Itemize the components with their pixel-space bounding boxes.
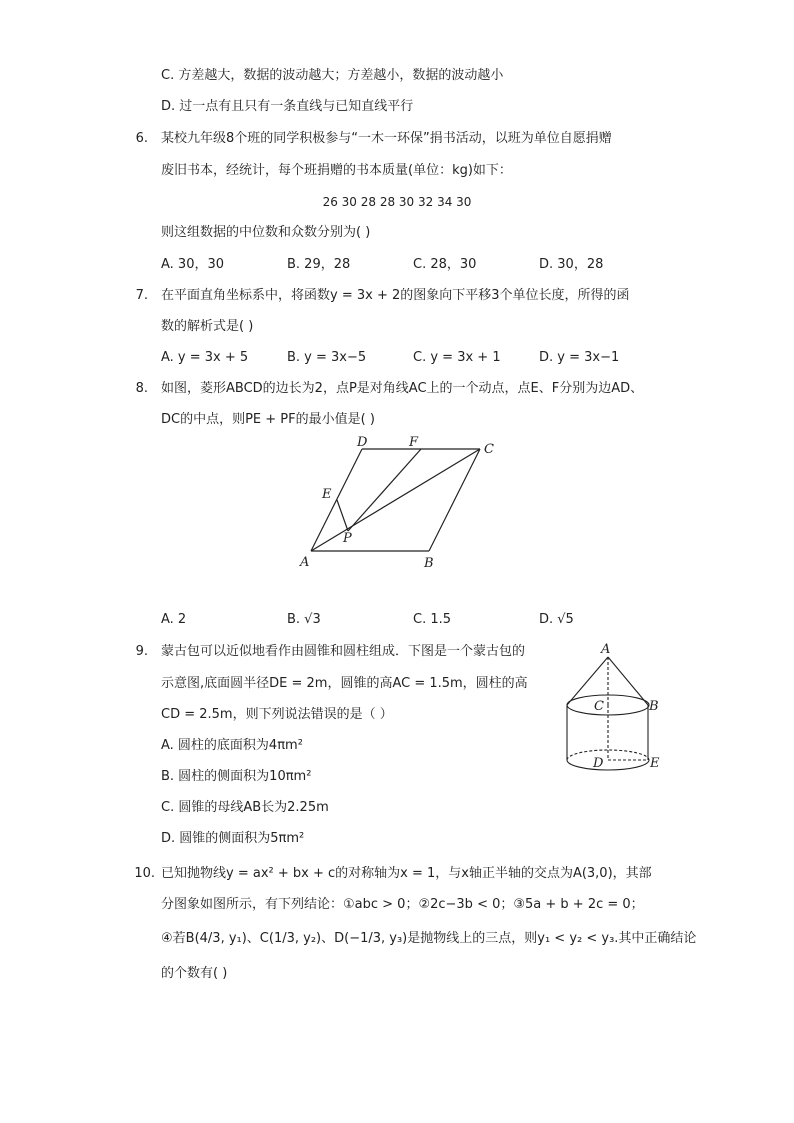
label-f: F	[409, 435, 419, 450]
q9-option-c: C. 圆锥的母线AB长为2.25m	[161, 800, 329, 815]
q9-text-line3: CD = 2.5m，则下列说法错误的是（ ）	[161, 707, 393, 722]
q6-data: 26 30 28 28 30 32 34 30	[322, 195, 472, 209]
q8-option-a: A. 2	[161, 612, 187, 627]
q10-text-line1: 已知抛物线y = ax² + bx + c的对称轴为x = 1，与x轴正半轴的交点为A(3,0)，其部	[161, 866, 652, 881]
yurt-figure	[555, 638, 675, 778]
q5-option-d: D. 过一点有且只有一条直线与已知直线平行	[161, 99, 414, 114]
q8-number: 8.	[135, 381, 148, 396]
q6-option-b: B. 29，28	[287, 257, 351, 272]
q8-option-c: C. 1.5	[413, 612, 452, 627]
segment-pe	[337, 500, 348, 531]
q8-option-d: D. √5	[539, 612, 574, 627]
label-d: D	[357, 435, 368, 450]
q7-option-a: A. y = 3x + 5	[161, 350, 249, 365]
cone-right-edge	[608, 657, 648, 705]
label-b: B	[649, 699, 659, 714]
label-a: A	[601, 642, 611, 657]
q9-text-line2: 示意图,底面圆半径DE = 2m，圆锥的高AC = 1.5m，圆柱的高	[161, 676, 528, 691]
q8-text-line1: 如图，菱形ABCD的边长为2，点P是对角线AC上的一个动点，点E、F分别为边AD、	[161, 381, 644, 396]
q10-text-line4: 的个数有( )	[161, 966, 228, 981]
cone-left-edge	[567, 657, 608, 705]
q7-option-c: C. y = 3x + 1	[413, 350, 501, 365]
q6-number: 6.	[135, 131, 148, 146]
q9-number: 9.	[135, 644, 148, 659]
q6-text-line2: 废旧书本，经统计，每个班捐赠的书本质量(单位：kg)如下：	[161, 163, 512, 178]
q10-number: 10.	[134, 866, 155, 881]
q7-number: 7.	[135, 288, 148, 303]
q6-option-c: C. 28，30	[413, 257, 477, 272]
q10-text-line3: ④若B(4/3, y₁)、C(1/3, y₂)、D(−1/3, y₃)是抛物线上的三点，则y₁ < y₂ < y₃.其中正确结论	[161, 931, 697, 946]
q9-option-b: B. 圆柱的侧面积为10πm²	[161, 769, 312, 784]
q6-option-a: A. 30，30	[161, 257, 225, 272]
q5-option-c: C. 方差越大，数据的波动越大；方差越小，数据的波动越小	[161, 68, 504, 83]
q9-text-line1: 蒙古包可以近似地看作由圆锥和圆柱组成．下图是一个蒙古包的	[161, 644, 526, 659]
label-e: E	[322, 487, 332, 502]
q6-text-line3: 则这组数据的中位数和众数分别为( )	[161, 225, 371, 240]
q7-text-line1: 在平面直角坐标系中，将函数y = 3x + 2的图象向下平移3个单位长度，所得的函	[161, 288, 630, 303]
q6-text-line1: 某校九年级8个班的同学积极参与“一木一环保”捐书活动，以班为单位自愿捐赠	[161, 131, 612, 146]
q7-text-line2: 数的解析式是( )	[161, 319, 254, 334]
bottom-ellipse-front	[567, 760, 649, 770]
label-p: P	[343, 531, 352, 546]
q9-option-a: A. 圆柱的底面积为4πm²	[161, 738, 303, 753]
label-c: C	[594, 699, 604, 714]
q6-option-d: D. 30，28	[539, 257, 604, 272]
label-a: A	[300, 555, 310, 570]
q9-option-d: D. 圆锥的侧面积为5πm²	[161, 831, 305, 846]
label-b: B	[424, 556, 434, 571]
segment-pf	[348, 449, 421, 531]
q8-option-b: B. √3	[287, 612, 321, 627]
label-d: D	[593, 756, 604, 771]
q8-text-line2: DC的中点，则PE + PF的最小值是( )	[161, 412, 375, 427]
label-c: C	[484, 442, 494, 457]
rhombus-figure	[290, 430, 510, 575]
q10-text-line2: 分图象如图所示，有下列结论：①abc > 0；②2c−3b < 0；③5a + b + 2c = 0；	[161, 897, 644, 912]
q7-option-d: D. y = 3x−1	[539, 350, 620, 365]
q7-option-b: B. y = 3x−5	[287, 350, 367, 365]
label-e: E	[650, 756, 660, 771]
